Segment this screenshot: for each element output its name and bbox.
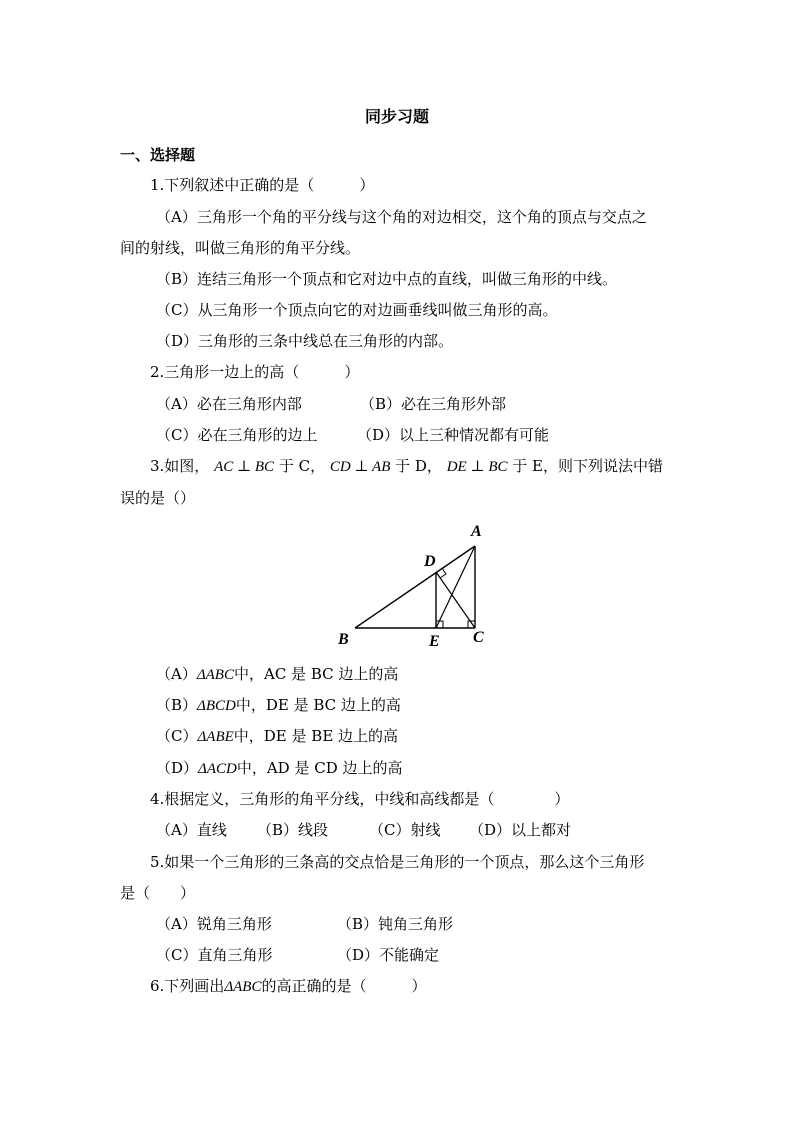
question-3-condition-1: AC ⊥ BC: [214, 459, 275, 475]
question-5-option-d: （D）不能确定: [337, 946, 440, 964]
question-4-stem: 4.根据定义，三角形的角平分线，中线和高线都是（ ）: [150, 790, 570, 808]
question-5-option-b: （B）钝角三角形: [337, 915, 454, 933]
question-2-option-d: （D）以上三种情况都有可能: [357, 426, 550, 444]
option-a-text: 中，AC 是 BC 边上的高: [233, 665, 399, 683]
question-5-option-c: （C）直角三角形: [156, 946, 273, 964]
question-3-option-a: [156, 664, 398, 685]
question-1-option-d: （D）三角形的三条中线总在三角形的内部。: [156, 332, 454, 350]
option-b-triangle: ΔBCD: [197, 698, 236, 714]
segment-dc: [436, 572, 475, 628]
option-b-prefix: （B）: [156, 696, 198, 714]
question-2-option-c: （C）必在三角形的边上: [156, 426, 318, 444]
question-3-stem: [150, 456, 663, 477]
option-c-triangle: ΔABE: [197, 729, 234, 745]
question-3-stem-prefix: 3.如图，: [150, 457, 210, 475]
question-4-option-b: （B）线段: [257, 821, 329, 839]
question-2-option-a: （A）必在三角形内部: [156, 395, 302, 413]
question-4-option-d: （D）以上都对: [469, 821, 572, 839]
question-3-condition-2-suffix: 于 D，: [395, 457, 442, 475]
question-4-option-a: （A）直线: [156, 821, 227, 839]
section-heading: 一、选择题: [120, 146, 196, 164]
question-1-option-a-line2: 间的射线，叫做三角形的角平分线。: [120, 239, 361, 257]
segment-ab: [355, 546, 475, 628]
option-b-text: 中，DE 是 BC 边上的高: [235, 696, 401, 714]
question-1-option-c: （C）从三角形一个顶点向它的对边画垂线叫做三角形的高。: [156, 301, 558, 319]
question-3-condition-2: CD ⊥ AB: [329, 459, 391, 475]
option-d-text: 中，AD 是 CD 边上的高: [236, 759, 403, 777]
question-1-option-b: （B）连结三角形一个顶点和它对边中点的直线，叫做三角形的中线。: [156, 270, 618, 288]
option-c-text: 中，DE 是 BE 边上的高: [233, 727, 399, 745]
question-2-option-b: （B）必在三角形外部: [360, 395, 507, 413]
label-d: D: [424, 553, 436, 570]
question-3-condition-3-suffix: 于 E，则下列说法中错: [512, 457, 663, 475]
question-3-condition-1-suffix: 于 C，: [278, 457, 326, 475]
question-3-condition-3: DE ⊥ BC: [446, 459, 508, 475]
question-6-triangle: ΔABC: [224, 979, 262, 995]
question-3-option-b: [156, 695, 401, 716]
page-title: 同步习题: [364, 107, 429, 126]
question-3-option-c: [156, 726, 398, 747]
option-d-triangle: ΔACD: [198, 761, 237, 777]
option-d-prefix: （D）: [156, 759, 199, 777]
question-3-option-d: [156, 758, 403, 779]
question-6-stem-suffix: 的高正确的是（ ）: [261, 977, 427, 995]
question-1-option-a-line1: （A）三角形一个角的平分线与这个角的对边相交，这个角的顶点与交点之: [156, 208, 647, 226]
question-4-option-c: （C）射线: [369, 821, 441, 839]
question-5-stem-line2: 是（ ）: [120, 884, 196, 902]
label-e: E: [429, 633, 440, 650]
option-a-triangle: ΔABC: [196, 667, 234, 683]
label-b: B: [338, 631, 349, 648]
label-a: A: [471, 523, 482, 540]
label-c: C: [473, 629, 484, 646]
question-5-option-a: （A）锐角三角形: [156, 915, 272, 933]
question-2-stem: 2.三角形一边上的高（ ）: [150, 363, 360, 381]
question-6-stem-prefix: 6.下列画出: [150, 977, 225, 995]
option-c-prefix: （C）: [156, 727, 198, 745]
question-6-stem: [150, 976, 426, 997]
triangle-figure: [328, 514, 498, 652]
question-1-stem: 1.下列叙述中正确的是（ ）: [150, 176, 375, 194]
segment-ae: [436, 546, 475, 628]
option-a-prefix: （A）: [156, 665, 197, 683]
question-5-stem-line1: 5.如果一个三角形的三条高的交点恰是三角形的一个顶点，那么这个三角形: [150, 853, 645, 871]
question-3-stem-line2: 误的是（）: [120, 489, 196, 507]
